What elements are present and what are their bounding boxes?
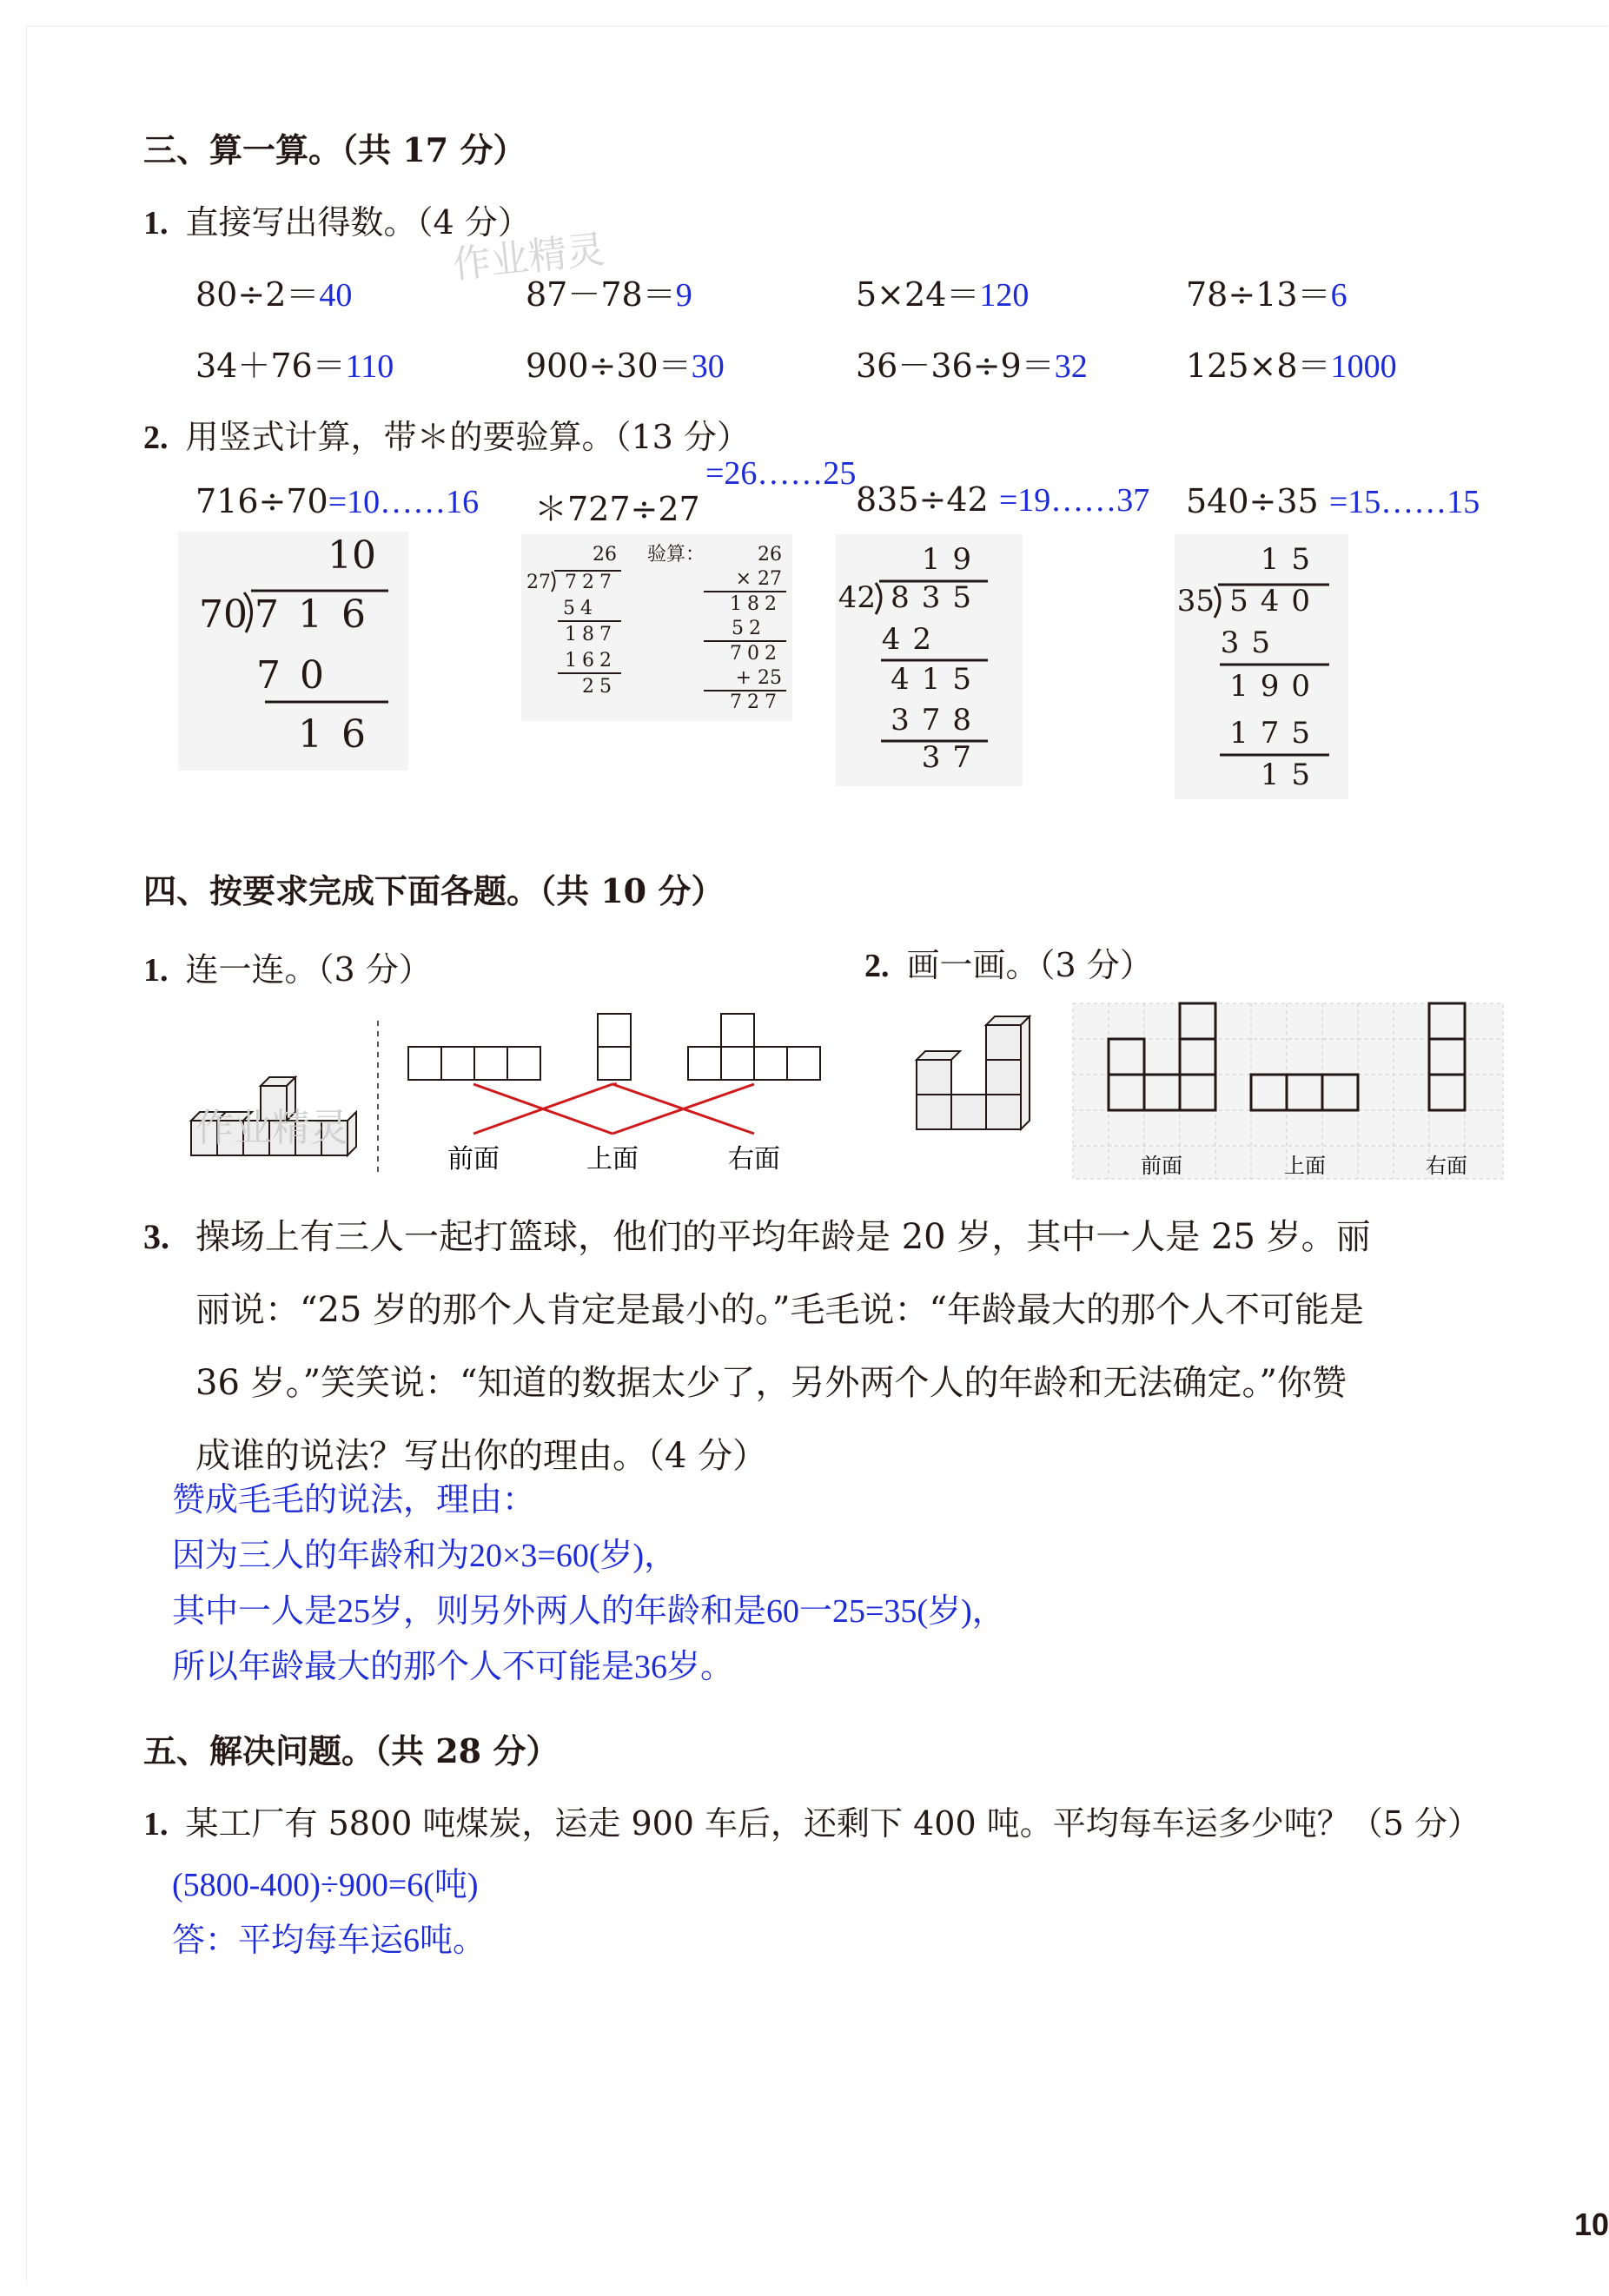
svg-text:+ 25: + 25	[735, 667, 782, 689]
divisor: 70	[199, 592, 248, 637]
vertical-answer: =26……25	[705, 455, 857, 492]
dividend: 716	[255, 592, 385, 637]
s4-q3-answer: 赞成毛毛的说法，理由： 因为三人的年龄和为20×3=60(岁)， 其中一人是25岁，则另外两人的年龄和是60一25=35(岁)， 所以年龄最大的那个人不可能是36岁。	[172, 1482, 1005, 1685]
arith-answer: 30	[691, 348, 725, 385]
svg-text:175: 175	[1229, 716, 1322, 751]
drawing-figure	[908, 999, 1516, 1186]
svg-text:15: 15	[1260, 758, 1322, 792]
label-front: 前面	[447, 1144, 500, 1174]
svg-text:25: 25	[582, 676, 617, 698]
svg-text:52: 52	[732, 618, 766, 639]
s4-q3-text: 操场上有三人一起打篮球，他们的平均年龄是 20 岁，其中一人是 25 岁。丽 丽说：“25 岁的那个人肯定是最小的。”毛毛说：“年龄最大的那个人不可能是 36 岁。”笑笑说：“知道的数据太少了，另外两个人的年龄和无法确定。”你赞 成谁的说法？写出你的理由。（4 分）	[195, 1217, 1371, 1476]
arith-answer: 110	[345, 348, 394, 385]
matching-figure	[174, 999, 851, 1190]
product: 70	[256, 653, 343, 698]
arith-item: 78÷13＝6	[1186, 275, 1347, 314]
section3-title: 三、算一算。（共 17 分）	[143, 130, 526, 169]
label-top: 上面	[586, 1144, 639, 1174]
svg-text:35: 35	[1220, 625, 1282, 660]
view-t-shape	[688, 1014, 820, 1080]
vertical-expr: 540÷35 =15……15	[1186, 482, 1480, 520]
check-label: 验算：	[647, 544, 705, 566]
svg-text:27: 27	[526, 572, 551, 593]
svg-text:26: 26	[758, 544, 782, 566]
watermark: 作业精灵	[195, 1106, 348, 1150]
long-division-727	[521, 534, 792, 721]
svg-text:702: 702	[730, 643, 782, 665]
vertical-expr: 835÷42 =19……37	[856, 480, 1150, 519]
svg-text:187: 187	[565, 624, 617, 645]
svg-text:35: 35	[1176, 584, 1215, 619]
s4-q1: 1. 连一连。（3 分）	[143, 950, 432, 989]
arith-item: 80÷2＝40	[195, 275, 353, 314]
arith-answer: 1000	[1330, 348, 1397, 385]
svg-text:× 27: × 27	[735, 568, 782, 590]
s3-q2	[143, 410, 750, 458]
arith-item: 34＋76＝110	[195, 347, 394, 385]
s5-q1-answer: (5800-400)÷900=6(吨) 答：平均每车运6吨。	[172, 1867, 487, 1959]
arith-item: 87－78＝9	[526, 275, 692, 314]
s3-q2-num: 2.	[143, 420, 169, 456]
svg-text:540: 540	[1229, 584, 1322, 619]
svg-text:190: 190	[1229, 669, 1322, 704]
svg-text:42: 42	[838, 580, 876, 615]
section5-title: 五、解决问题。（共 28 分）	[143, 1731, 560, 1770]
arith-item: 36－36÷9＝32	[856, 347, 1088, 385]
svg-text:上面: 上面	[1284, 1154, 1326, 1178]
svg-text:415: 415	[891, 662, 983, 697]
arith-answer: 9	[675, 277, 692, 314]
svg-text:前面: 前面	[1141, 1154, 1182, 1178]
label-right: 右面	[728, 1144, 780, 1174]
svg-text:右面: 右面	[1426, 1154, 1467, 1178]
s3-q2-text: 用竖式计算，带＊的要验算。（13 分）	[185, 418, 750, 456]
s3-q1-num: 1.	[143, 205, 169, 242]
cube-stack-2	[917, 1016, 1030, 1129]
page-number: 10	[1574, 2207, 1609, 2242]
svg-text:727: 727	[565, 572, 617, 593]
svg-text:42: 42	[881, 622, 944, 657]
arith-item: 900÷30＝30	[526, 347, 725, 385]
remainder: 16	[298, 712, 385, 757]
long-division-540	[1175, 534, 1348, 799]
svg-text:26: 26	[593, 544, 617, 566]
svg-text:162: 162	[565, 650, 617, 672]
connect-lines	[473, 1084, 754, 1134]
arith-answer: 6	[1330, 277, 1347, 314]
long-division-716	[178, 532, 408, 771]
arith-answer: 40	[319, 277, 353, 314]
arith-item: 125×8＝1000	[1186, 347, 1397, 385]
s5-q1: 1. 某工厂有 5800 吨煤炭，运走 900 车后，还剩下 400 吨。平均每车运多少吨？（5 分）	[143, 1804, 1481, 1843]
quotient: 10	[328, 533, 376, 578]
arith-answer: 32	[1054, 348, 1088, 385]
svg-text:54: 54	[563, 598, 598, 619]
svg-text:727: 727	[730, 691, 782, 713]
svg-text:15: 15	[1260, 542, 1322, 577]
section4-title: 四、按要求完成下面各题。（共 10 分）	[143, 871, 725, 910]
arith-item: 5×24＝120	[856, 275, 1030, 314]
watermark: 作业精灵	[450, 227, 607, 288]
long-division-835	[836, 534, 1023, 786]
vertical-expr: ＊727÷27	[534, 490, 700, 528]
view-column	[598, 1014, 631, 1080]
s4-q2: 2. 画一画。（3 分）	[864, 946, 1153, 984]
svg-text:835: 835	[891, 580, 983, 615]
svg-text:37: 37	[921, 740, 983, 775]
svg-text:182: 182	[730, 593, 782, 615]
svg-text:19: 19	[921, 542, 983, 577]
s3-q1-text: 直接写出得数。（4 分）	[185, 203, 531, 242]
s4-q3-num: 3.	[143, 1217, 169, 1256]
vertical-expr: 716÷70=10……16	[195, 482, 480, 520]
arith-answer: 120	[979, 277, 1030, 314]
view-four-row	[408, 1047, 540, 1080]
svg-text:378: 378	[891, 703, 983, 738]
